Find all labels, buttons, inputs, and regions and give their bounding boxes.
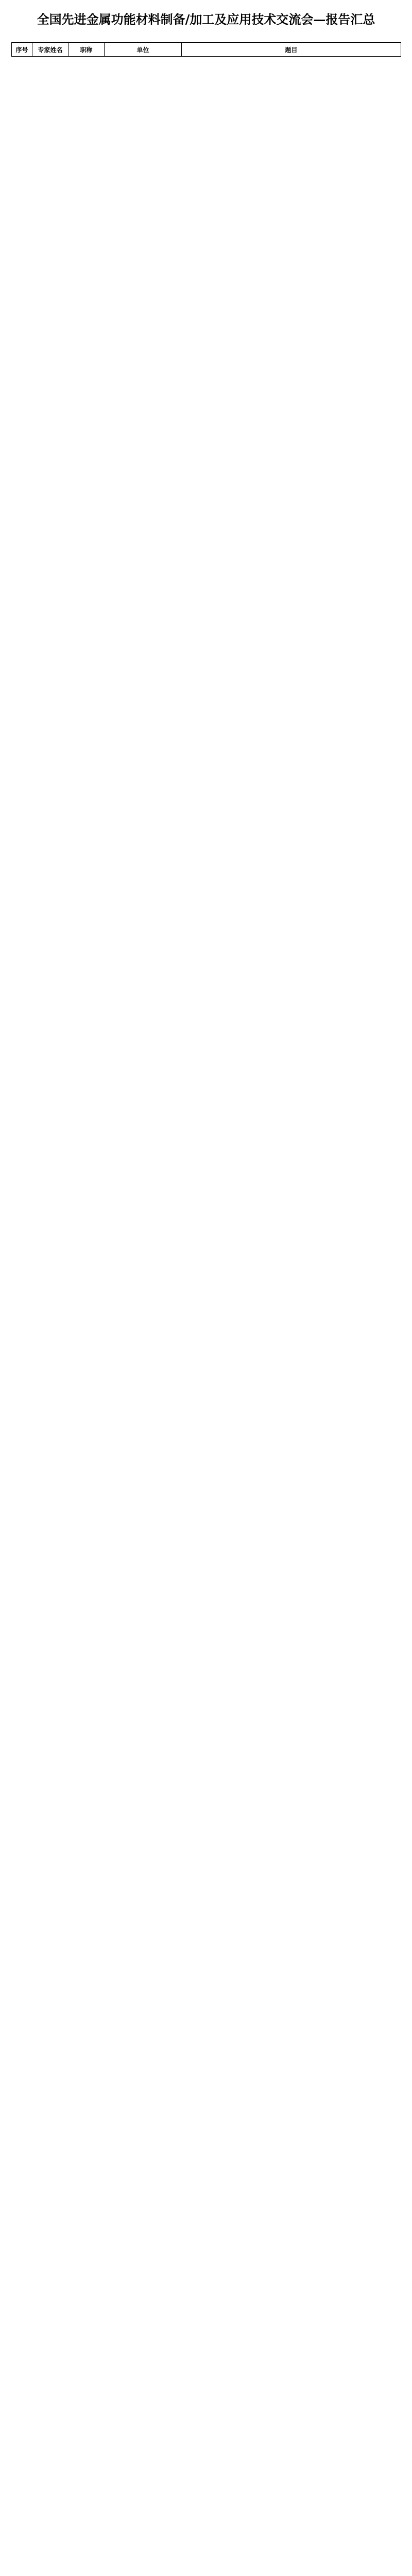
header-seq: 序号 [12, 43, 32, 57]
header-report: 题目 [182, 43, 401, 57]
page-title: 全国先进金属功能材料制备/加工及应用技术交流会—报告汇总 [37, 12, 375, 27]
report-table [11, 42, 401, 57]
table-header-row [12, 43, 401, 57]
header-unit: 单位 [105, 43, 182, 57]
header-name: 专家姓名 [32, 43, 68, 57]
header-title: 职称 [68, 43, 105, 57]
